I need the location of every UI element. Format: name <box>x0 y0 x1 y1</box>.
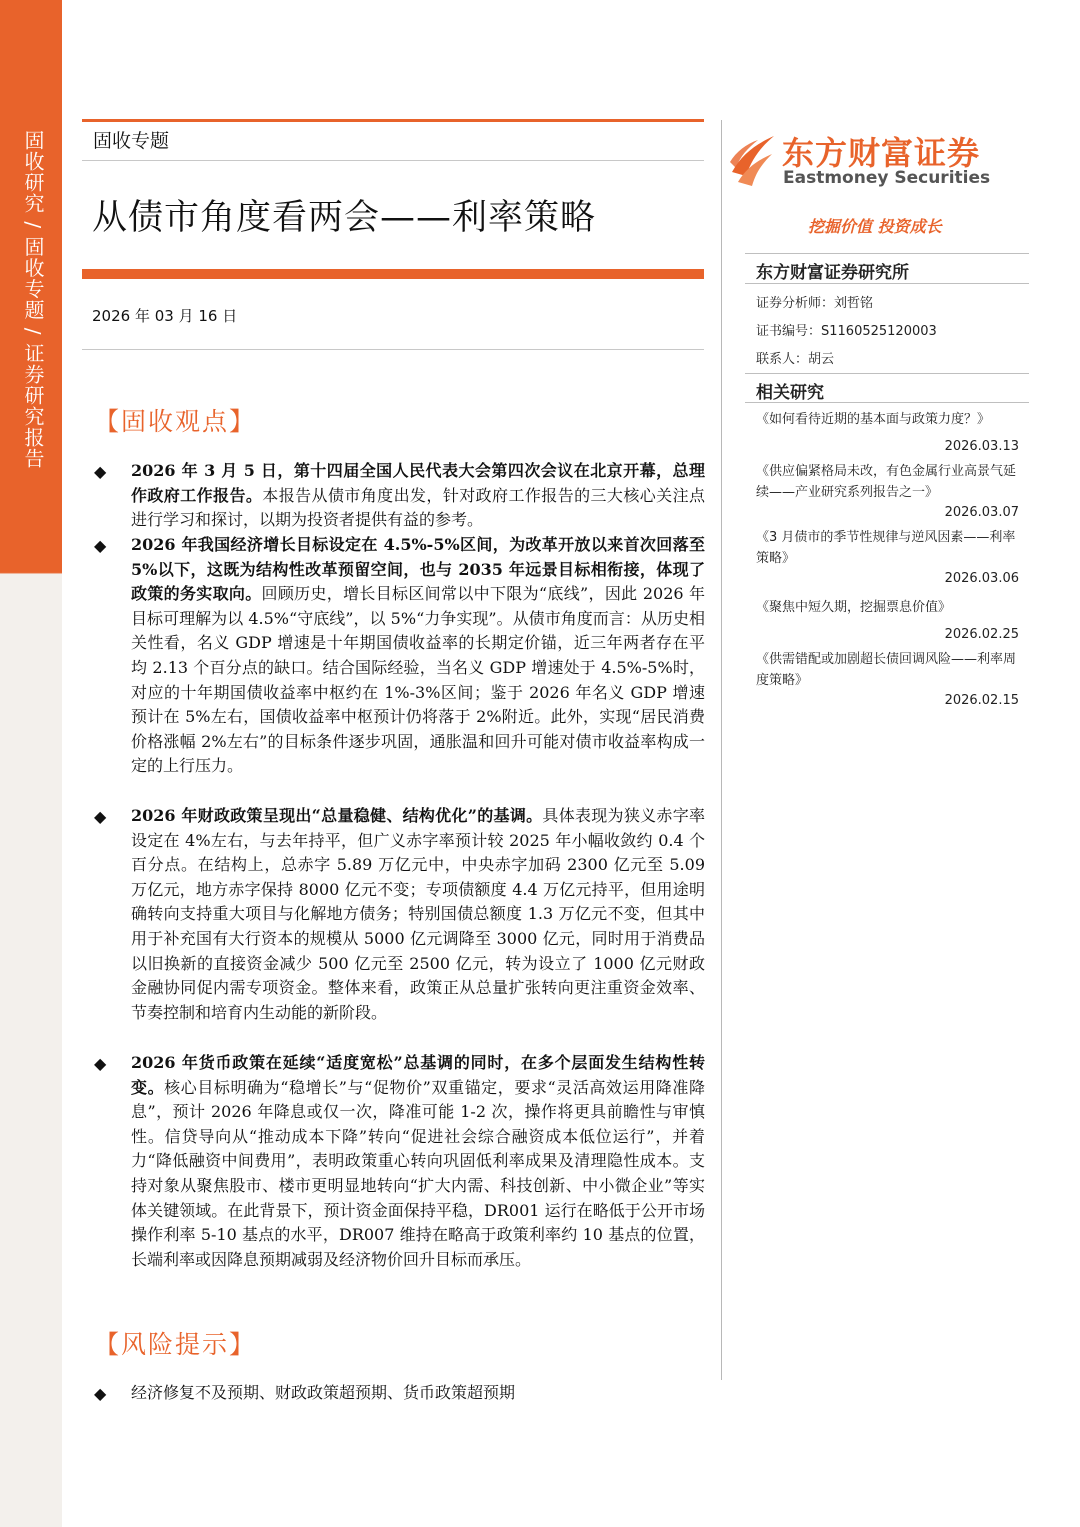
certificate-number: 证书编号：S1160525120003 <box>756 324 937 339</box>
institute-bottom-rule <box>745 283 1029 284</box>
related-item-date: 2026.03.07 <box>944 505 1019 520</box>
related-item-title[interactable]: 《聚焦中短久期，挖掘票息价值》 <box>756 600 952 615</box>
view-paragraph <box>131 459 705 533</box>
brand-name-cn: 东方财富证券 <box>782 134 981 172</box>
view-body: 回顾历史，增长目标区间常以中下限为“底线”，因此 2026 年目标可理解为以 4.5%“守底线”，以 5%“力争实现”。从债市角度而言：从历史相关性看，名义 GDP 增速是十年期国债收益率的长期定价锚，近三年两者存在平均 2.13 个百分点的缺口。结合国际经验，当名义 GDP 增速处于 4.5%-5%时，对应的十年期国债收益率中枢约在 1%-3%区间；鉴于 2026 年名义 GDP 增速预计在 5%左右，国债收益率中枢预计仍将落于 2%附近。此外，实现“居民消费价格涨幅 2%左右”的目标条件逐步巩固，通胀温和回升可能对债市收益率构成一定的上行压力。 <box>131 584 705 776</box>
view-body: 具体表现为狭义赤字率设定在 4%左右，与去年持平，但广义赤字率预计较 2025 年小幅收敛约 0.4 个百分点。在结构上，总赤字 5.89 万亿元中，中央赤字加码 2300 亿元至 5.09 万亿元，地方赤字保持 8000 亿元不变；专项债额度 4.4 万亿元持平，但用途明确转向支持重大项目与化解地方债务；特别国债总额度 1.3 万亿元不变，但其中用于补充国有大行资本的规模从 5000 亿元调降至 3000 亿元，同时用于消费品以旧换新的直接资金减少 500 亿元至 2500 亿元，转为设立了 1000 亿元财政金融协同促内需专项资金。整体来看，政策正从总量扩张转向更注重资金效率、节奏控制和培育内生动能的新阶段。 <box>131 806 705 1022</box>
related-item-title[interactable]: 《供应偏紧格局未改，有色金属行业高景气延续——产业研究系列报告之一》 <box>756 464 1017 500</box>
view-body: 核心目标明确为“稳增长”与“促物价”双重锚定，要求“灵活高效运用降准降息”，预计 2026 年降息或仅一次，降准可能 1-2 次，操作将更具前瞻性与审慎性。信贷导向从“推动成本下降”转向“促进社会综合融资成本低位运行”，并着力“降低融资中间费用”，表明政策重心转向巩固低利率成果及清理隐性成本。支持对象从聚焦股市、楼市更明显地转向“扩大内需、科技创新、中小微企业”等实体关键领域。在此背景下，预计资金面保持平稳，DR001 运行在略低于公开市场操作利率 5-10 基点的水平，DR007 维持在略高于政策利率约 10 基点的位置，长端利率或因降息预期减弱及经济物价回升目标而承压。 <box>131 1077 705 1269</box>
header-top-rule <box>82 119 704 122</box>
view-lead: 2026 年财政政策呈现出“总量稳健、结构优化”的基调。 <box>131 806 543 825</box>
brand-logo <box>728 128 1028 192</box>
related-item-date: 2026.02.25 <box>944 627 1019 642</box>
related-item-date: 2026.03.13 <box>944 439 1019 454</box>
bullet-diamond-icon: ◆ <box>94 462 107 481</box>
risk-text: 经济修复不及预期、财政政策超预期、货币政策超预期 <box>131 1383 516 1402</box>
views-heading: 【固收观点】 <box>94 407 257 436</box>
view-lead: 2026 年货币政策在延续“适度宽松”总基调的同时，在多个层面发生结构性转变。 <box>131 1053 705 1097</box>
analyst-name: 证券分析师：刘哲铭 <box>756 296 874 311</box>
brand-slogan: 挖掘价值 投资成长 <box>808 217 942 236</box>
view-paragraph <box>131 1051 705 1272</box>
risk-heading: 【风险提示】 <box>94 1330 257 1359</box>
brand-name-en: Eastmoney Securities <box>783 168 991 188</box>
date-divider <box>82 349 704 350</box>
related-item-title[interactable]: 《如何看待近期的基本面与政策力度？》 <box>756 412 991 427</box>
bullet-diamond-icon: ◆ <box>94 536 107 555</box>
view-paragraph <box>131 804 705 1025</box>
institute-top-rule <box>745 253 1029 254</box>
view-paragraph <box>131 533 705 779</box>
related-item-date: 2026.02.15 <box>944 693 1019 708</box>
related-item-title[interactable]: 《供需错配或加剧超长债回调风险——利率周度策略》 <box>756 652 1017 688</box>
related-research-heading: 相关研究 <box>756 383 824 403</box>
report-type-vertical-label: 固收研究 / 固收专题 / 证券研究报告 <box>21 130 45 469</box>
bullet-diamond-icon: ◆ <box>94 1384 107 1403</box>
view-lead: 2026 年我国经济增长目标设定在 4.5%-5%区间，为改革开放以来首次回落至 5%以下，这既为结构性改革预留空间，也与 2035 年远景目标相衔接，体现了政策的务实取向。 <box>131 535 705 604</box>
category-divider <box>82 160 704 161</box>
report-category: 固收专题 <box>93 130 170 152</box>
related-item-date: 2026.03.06 <box>944 571 1019 586</box>
view-lead: 2026 年 3 月 5 日，第十四届全国人民代表大会第四次会议在北京开幕，总理作政府工作报告。 <box>131 461 705 505</box>
flame-logo-icon <box>728 132 778 188</box>
left-accent-stripe <box>0 0 62 1527</box>
bullet-diamond-icon: ◆ <box>94 807 107 826</box>
contact-person: 联系人：胡云 <box>756 352 835 367</box>
related-top-rule <box>745 373 1029 374</box>
bullet-diamond-icon: ◆ <box>94 1054 107 1073</box>
institute-name: 东方财富证券研究所 <box>756 263 909 283</box>
report-date: 2026 年 03 月 16 日 <box>92 307 238 325</box>
report-title: 从债市角度看两会——利率策略 <box>92 198 597 238</box>
view-body: 本报告从债市角度出发，针对政府工作报告的三大核心关注点进行学习和探讨，以期为投资者提供有益的参考。 <box>131 485 705 530</box>
title-accent-bar <box>82 269 704 279</box>
related-bottom-rule <box>745 402 1029 403</box>
related-item-title[interactable]: 《3 月债市的季节性规律与逆风因素——利率策略》 <box>756 530 1016 566</box>
column-divider <box>721 120 722 1380</box>
